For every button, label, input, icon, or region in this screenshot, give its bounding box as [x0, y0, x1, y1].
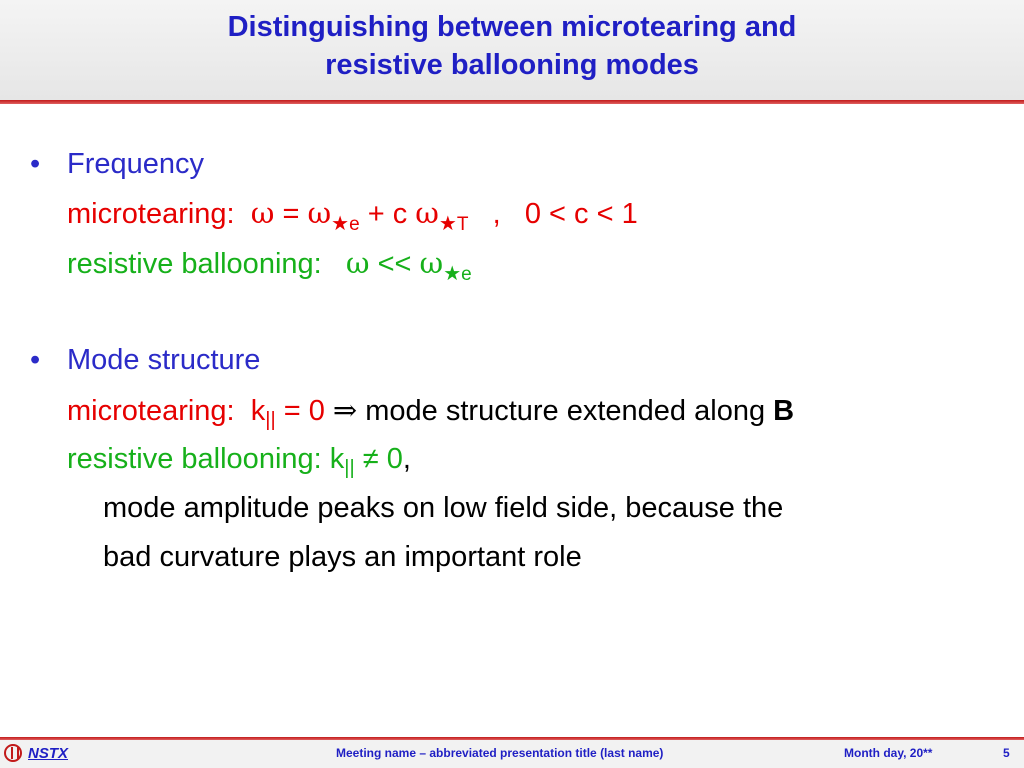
title-line-1: Distinguishing between microtearing and — [227, 11, 797, 43]
subscript-e: e — [461, 264, 472, 285]
mode-resistive-explanation-2: bad curvature plays an important role — [103, 541, 582, 573]
much-less-than: << — [377, 248, 412, 280]
star-icon: ★ — [438, 213, 457, 235]
frequency-resistive-line — [67, 245, 472, 286]
bullet-icon: • — [30, 148, 41, 180]
comma: , — [402, 443, 411, 475]
extended-text: mode structure extended along — [365, 395, 766, 427]
subscript-e: e — [349, 214, 360, 235]
heading-mode-structure: Mode structure — [67, 344, 261, 376]
resistive-label-k: resistive ballooning: k — [67, 443, 345, 475]
mode-resistive-line — [67, 441, 411, 480]
omega-symbol: ω — [345, 246, 370, 280]
omega-symbol: ω — [250, 196, 275, 230]
k-symbol: k — [250, 395, 266, 427]
c-condition: , 0 < c < 1 — [492, 198, 638, 230]
heading-frequency: Frequency — [67, 148, 205, 180]
omega-symbol: ω — [307, 196, 332, 230]
title-line-2: resistive ballooning modes — [325, 49, 699, 81]
footer-page-number: 5 — [1003, 746, 1010, 760]
bullet-icon: • — [30, 344, 41, 376]
nstx-logo-text: NSTX — [28, 744, 69, 762]
mode-resistive-explanation-1: mode amplitude peaks on low field side, because the — [103, 492, 784, 524]
plus-c: + c — [367, 198, 408, 230]
equals-sign: = — [282, 198, 300, 230]
nstx-logo — [4, 743, 68, 763]
implies-arrow: ⇒ — [332, 393, 358, 427]
parallel-subscript: || — [344, 457, 355, 479]
footer-meeting-title: Meeting name – abbreviated presentation title (last name) — [336, 746, 664, 760]
equals-zero: = 0 — [283, 395, 325, 427]
nstx-logo-icon — [4, 744, 22, 762]
frequency-microtearing-line — [67, 195, 638, 236]
bullet-mode-structure — [30, 342, 40, 378]
resistive-label: resistive ballooning: — [67, 248, 322, 280]
footer-date: Month day, 20** — [844, 746, 933, 760]
star-icon: ★ — [331, 213, 350, 235]
not-equal-zero: ≠ 0 — [362, 443, 403, 475]
microtearing-label: microtearing: — [67, 395, 235, 427]
subscript-T: T — [456, 214, 469, 235]
vector-B: B — [773, 395, 795, 427]
omega-symbol: ω — [415, 196, 439, 230]
mode-microtearing-line — [67, 392, 794, 432]
bullet-frequency — [30, 146, 40, 182]
parallel-subscript: || — [265, 409, 276, 431]
microtearing-label: microtearing: — [67, 198, 235, 230]
omega-symbol: ω — [419, 246, 444, 280]
star-icon: ★ — [443, 263, 462, 285]
